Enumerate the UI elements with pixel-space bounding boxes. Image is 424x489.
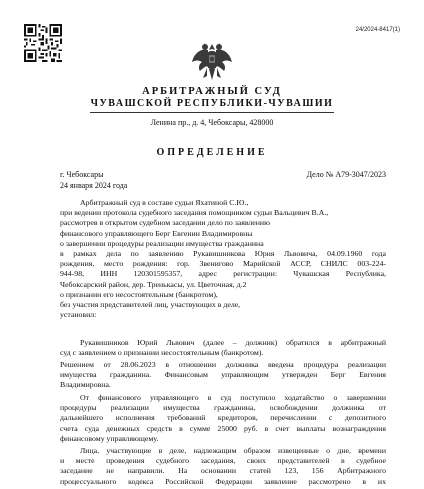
text-line: дальнейшего исполнения требований кредиторов, перечислении с депозитного <box>60 413 386 423</box>
header-divider <box>90 112 334 113</box>
court-name-line1: АРБИТРАЖНЫЙ СУД <box>142 86 282 97</box>
text-line: рождения, место рождения: гор. Звенигово Марийской АССР, СНИЛС 003-224- <box>60 259 386 269</box>
court-name-line2: ЧУВАШСКОЙ РЕСПУБЛИКИ-ЧУВАШИИ <box>90 98 334 109</box>
text-line: счета суда денежных средств в сумме 25000 руб. в счет выплаты вознаграждения <box>60 423 386 433</box>
text-line: 944-98, ИНН 120301595357, адрес регистрации: Чувашская Республика, <box>60 269 386 279</box>
document-number: 24/2024-8417(1) <box>355 27 400 33</box>
text-line: и месте проведения судебного заседания, своих представителей в судебное <box>60 456 386 466</box>
city: г. Чебоксары <box>60 170 104 179</box>
paragraph-2 <box>60 338 386 358</box>
text-line: рассмотрев в открытом судебном заседании дело по заявлению <box>60 218 270 228</box>
text-line: От финансового управляющего в суд поступило ходатайство о завершении <box>80 393 386 402</box>
text-line: установил: <box>60 310 97 320</box>
text-line: процедуры реализации имущества гражданина, освобождении должника от <box>60 403 386 413</box>
text-line: процессуального кодекса Российской Федерации заявление рассмотрено в их <box>60 476 386 486</box>
paragraph-3 <box>60 360 386 391</box>
court-address: Ленина пр., д. 4, Чебоксары, 428000 <box>150 118 274 127</box>
text-line: заседание не направили. На основании статей 123, 156 Арбитражного <box>60 466 386 476</box>
text-line: Рукавишников Юрий Львович (далее – должник) обратился в арбитражный <box>80 338 386 347</box>
decision-date: 24 января 2024 года <box>60 181 128 190</box>
text-line: суд с заявлением о признании несостоятельным (банкротом). <box>60 348 264 358</box>
text-line: финансового управляющего Берг Евгении Владимировны <box>60 228 253 238</box>
text-line: о признании его несостоятельным (банкротом), <box>60 289 218 299</box>
text-line: Владимировна. <box>60 380 111 390</box>
qr-code <box>24 24 62 62</box>
text-line: о завершении процедуры реализации имущества гражданина <box>60 238 264 248</box>
text-line: Арбитражный суд в составе судьи Яхатиной С.Ю., <box>80 198 249 207</box>
paragraph-1 <box>60 198 386 320</box>
text-line: при ведении протокола судебного заседания помощником судьи Вальцевич В.А., <box>60 208 329 218</box>
coat-of-arms-emblem <box>190 38 234 84</box>
text-line: Лица, участвующие в деле, надлежащим образом извещенные о дне, времени <box>80 446 386 455</box>
text-line: имущества гражданина. Финансовым управляющим утвержден Берг Евгения <box>60 370 386 380</box>
text-line: финансовому управляющему. <box>60 433 159 443</box>
text-line: без участия представителей лиц, участвующих в деле, <box>60 300 241 310</box>
text-line: в рамках дела по заявлению Рукавишникова Юрия Львовича, 04.09.1960 года <box>60 249 386 259</box>
text-line: Чебоксарский район, дер. Тренькасы, ул. Цветочная, д.2 <box>60 279 247 289</box>
paragraph-5 <box>60 446 386 487</box>
case-number: Дело № А79-3047/2023 <box>306 170 386 179</box>
paragraph-4 <box>60 393 386 444</box>
document-title: ОПРЕДЕЛЕНИЕ <box>156 147 268 158</box>
text-line: Решением от 28.06.2023 в отношении должника введена процедура реализации <box>60 360 386 369</box>
